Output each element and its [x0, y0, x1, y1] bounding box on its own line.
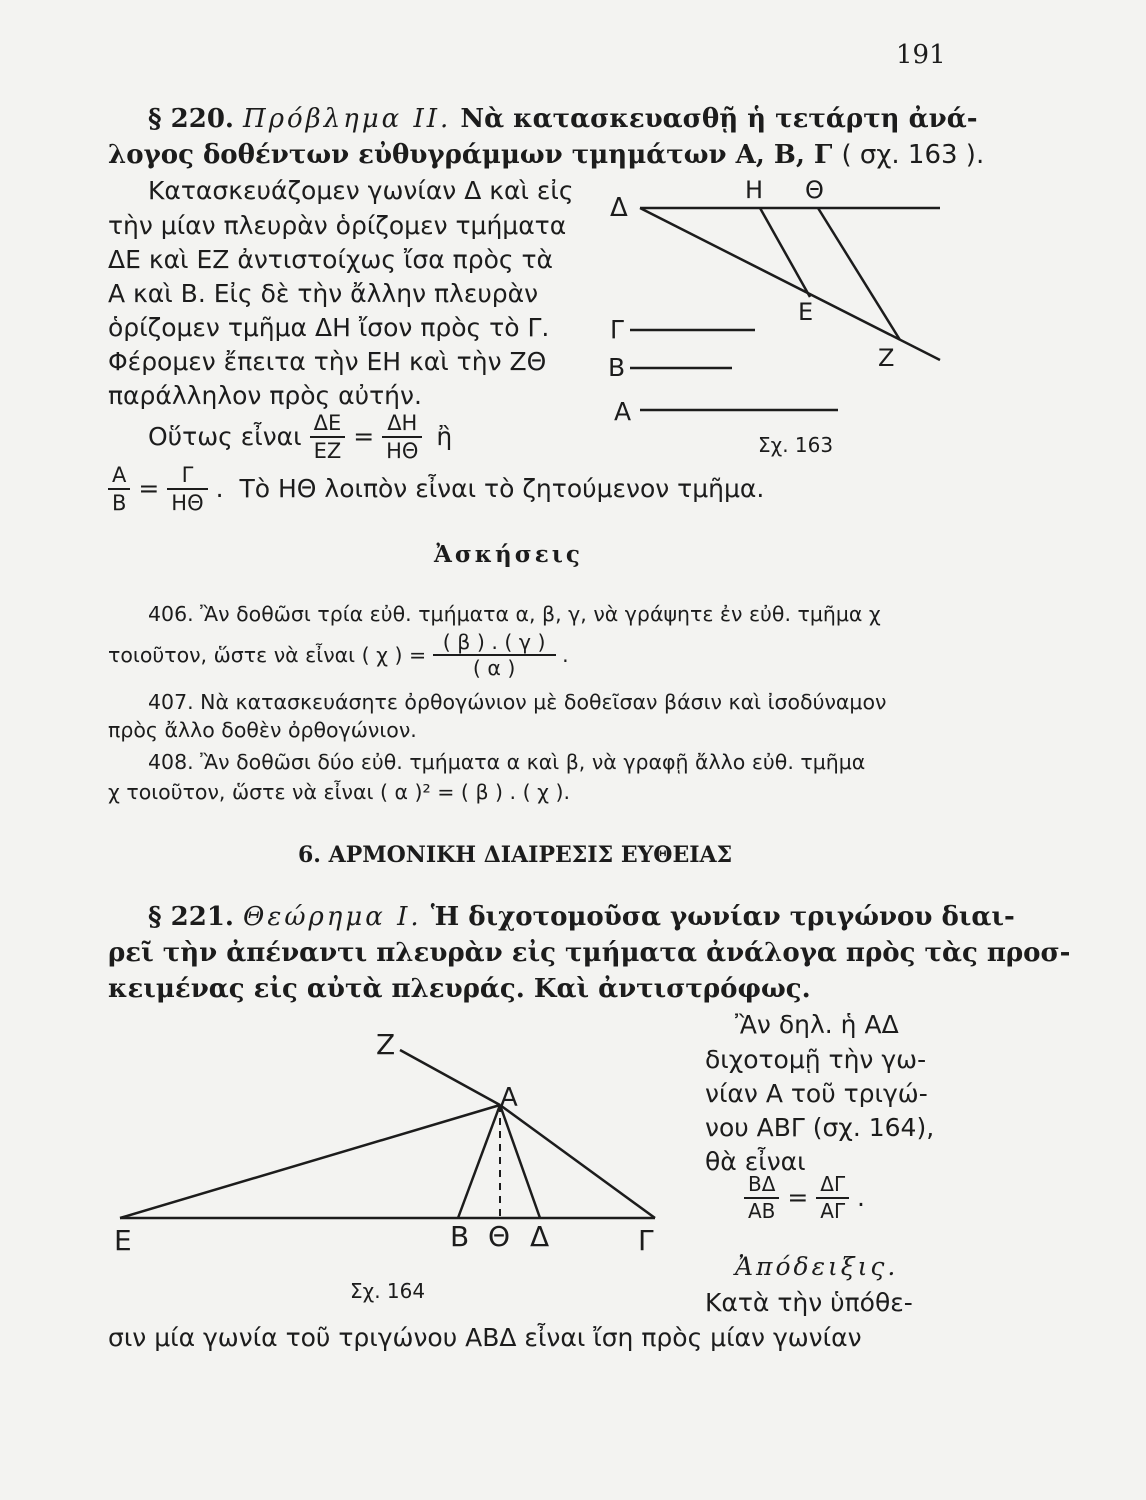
section-6-heading: 6. ΑΡΜΟΝΙΚΗ ΔΙΑΙΡΕΣΙΣ ΕΥΘΕΙΑΣ [298, 842, 733, 868]
body-line: ΔΕ καὶ ΕΖ ἀντιστοίχως ἴσα πρὸς τὰ [108, 245, 554, 274]
right-column-line: διχοτομῇ τὴν γω- [705, 1045, 927, 1074]
figure-163 [600, 160, 950, 470]
figure-caption: Σχ. 163 [758, 433, 834, 457]
title-text: Νὰ κατασκευασθῇ ἡ τετάρτη ἀνά- [460, 104, 978, 134]
proportion-formula [148, 410, 452, 464]
equals: = [787, 1183, 809, 1212]
exercise-406: 406. Ἂν δοθῶσι τρία εὐθ. τμήματα α, β, γ, νὰ γράψητε ἐν εὐθ. τμῆμα χ [148, 602, 881, 626]
or-word: ἢ [436, 422, 453, 451]
label-alpha: Α [500, 1083, 518, 1113]
segment-za [400, 1050, 500, 1105]
proof-line-2: σιν μία γωνία τοῦ τριγώνου ΑΒΔ εἶναι ἴση πρὸς μίαν γωνίαν [108, 1323, 862, 1352]
numerator: Γ [167, 462, 207, 490]
body-line: παράλληλον πρὸς αὐτήν. [108, 381, 422, 410]
denominator: Β [112, 491, 127, 515]
fraction-dg-ag [816, 1172, 849, 1224]
label-gamma: Γ [638, 1224, 654, 1257]
exercise-407-line2: πρὸς ἄλλο δοθὲν ὀρθογώνιον. [108, 718, 417, 742]
denominator: ΑΓ [820, 1199, 846, 1223]
label-delta: Δ [530, 1220, 550, 1253]
section-221-title [148, 900, 1015, 934]
figure-caption: Σχ. 164 [350, 1279, 426, 1303]
section-220-title [148, 102, 978, 136]
numerator: Α [108, 462, 130, 490]
label-beta: Β [450, 1220, 470, 1253]
bisector-proportion [744, 1172, 865, 1224]
exercise-406-formula [108, 630, 569, 680]
body-line: Φέρομεν ἔπειτα τὴν ΕΗ καὶ τὴν ΖΘ [108, 347, 547, 376]
period: . [562, 643, 569, 667]
ray-dez [640, 208, 940, 360]
equals: = [353, 422, 375, 451]
problem-label: Πρόβλημα II. [243, 104, 452, 134]
right-column-line: νου ΑΒΓ (σχ. 164), [705, 1113, 935, 1142]
period: . [857, 1183, 865, 1212]
right-column-line: νίαν Α τοῦ τριγώ- [705, 1079, 928, 1108]
section-number: § 221. [148, 902, 234, 932]
fraction-dh-hth [382, 410, 422, 464]
label-gamma: Γ [610, 315, 624, 344]
exercise-407: 407. Νὰ κατασκευάσητε ὀρθογώνιον μὲ δοθεῖσαν βάσιν καὶ ἰσοδύναμον [148, 690, 887, 714]
label-beta: Β [608, 353, 626, 382]
figure-164 [100, 1020, 700, 1320]
label-eta: Η [745, 176, 764, 204]
exercise-408: 408. Ἂν δοθῶσι δύο εὐθ. τμήματα α καὶ β, νὰ γραφῇ ἄλλο εὐθ. τμῆμα [148, 750, 866, 774]
theorem-label: Θεώρημα I. [243, 902, 422, 932]
so-text: Οὕτως εἶναι [148, 422, 302, 451]
theorem-text: Ἡ διχοτομοῦσα γωνίαν τριγώνου διαι- [430, 902, 1015, 932]
proof-line: Κατὰ τὴν ὑπόθε- [705, 1288, 913, 1317]
line-eh [760, 208, 810, 297]
page-number: 191 [896, 40, 946, 70]
label-theta: Θ [488, 1220, 511, 1253]
proof-label: Ἀπόδειξις. [735, 1252, 899, 1281]
right-column-line: θὰ εἶναι [705, 1147, 806, 1176]
formula-text: τοιοῦτον, ὥστε νὰ εἶναι ( χ ) = [108, 643, 427, 667]
bisector-ad [500, 1105, 540, 1218]
numerator: ΔΓ [816, 1172, 849, 1199]
label-zeta: Ζ [878, 344, 895, 372]
theorem-line3: κειμένας εἰς αὐτὰ πλευράς. Καὶ ἀντιστρόφως. [108, 974, 811, 1004]
body-line: ὁρίζομεν τμῆμα ΔΗ ἴσον πρὸς τὸ Γ. [108, 313, 550, 342]
denominator: ΗΘ [171, 491, 204, 515]
side-ag [500, 1105, 655, 1218]
label-theta: Θ [805, 176, 824, 204]
theorem-line2: ρεῖ τὴν ἀπέναντι πλευρὰν εἰς τμήματα ἀνάλογα πρὸς τὰς προσ- [108, 938, 1071, 968]
numerator: ΒΔ [744, 1172, 779, 1199]
label-delta: Δ [610, 193, 628, 223]
denominator: ΕΖ [313, 439, 342, 463]
fraction-a-b [108, 462, 130, 516]
body-line: Α καὶ Β. Εἰς δὲ τὴν ἄλλην πλευρὰν [108, 279, 539, 308]
body-line: τὴν μίαν πλευρὰν ὁρίζομεν τμήματα [108, 211, 567, 240]
numerator: ( β ) . ( γ ) [433, 630, 556, 656]
denominator: ΑΒ [748, 1199, 776, 1223]
label-alpha: Α [614, 397, 632, 426]
proportion-conclusion: $\frac{A}{B}$ = $\frac{\Gamma}{H\Theta}$ . Τὸ ΗΘ λοιπὸν εἶναι τὸ ζητούμενον τμῆμα. [108, 462, 764, 516]
fraction-bd-ab [744, 1172, 779, 1224]
equals: = [138, 474, 160, 503]
side-ea [120, 1105, 500, 1218]
fraction-de-ez [310, 410, 346, 464]
figure-ref: ( σχ. 163 ). [841, 140, 985, 170]
label-epsilon: Ε [798, 298, 814, 326]
title-text-2: λογος δοθέντων εὐθυγράμμων τμημάτων Α, Β, Γ [108, 140, 833, 170]
exercise-408-line2: χ τοιοῦτον, ὥστε νὰ εἶναι ( α )² = ( β ) . ( χ ). [108, 780, 570, 804]
right-column-line: Ἂν δηλ. ἡ ΑΔ [735, 1010, 899, 1039]
conclusion-text: Τὸ ΗΘ λοιπὸν εἶναι τὸ ζητούμενον τμῆμα. [239, 474, 765, 503]
label-epsilon: Ε [114, 1224, 132, 1257]
fraction-bg-a [433, 630, 556, 680]
denominator: ΗΘ [386, 439, 419, 463]
side-ab [458, 1105, 500, 1218]
numerator: ΔΗ [382, 410, 422, 438]
exercises-heading: Ἀσκήσεις [434, 541, 583, 568]
body-line: Κατασκευάζομεν γωνίαν Δ καὶ εἰς [148, 176, 574, 205]
numerator: ΔΕ [310, 410, 346, 438]
denominator: ( α ) [472, 656, 516, 680]
fraction-g-hth [167, 462, 207, 516]
section-number: § 220. [148, 104, 234, 134]
label-zeta: Ζ [376, 1028, 396, 1061]
